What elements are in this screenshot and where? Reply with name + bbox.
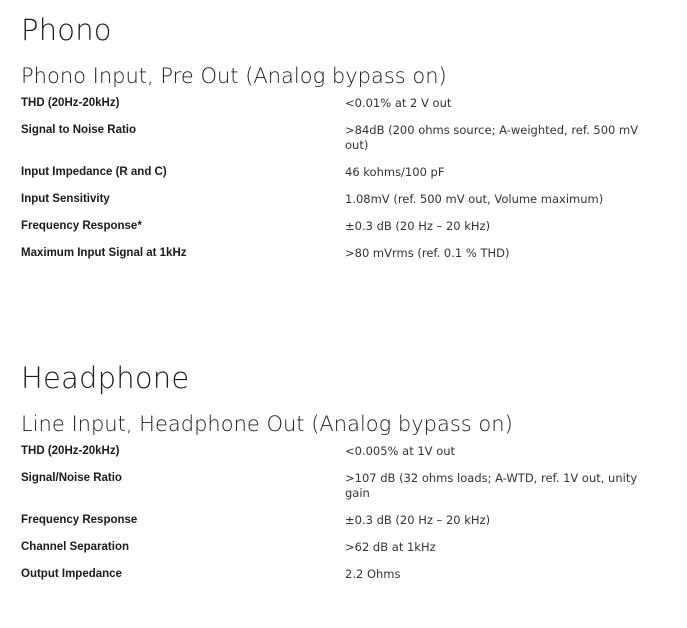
spec-value: >84dB (200 ohms source; A-weighted, ref. 500 mV out) [345,123,639,152]
spec-label: Input Sensitivity [21,193,110,205]
spec-label: Frequency Response* [21,220,142,232]
spec-value: ±0.3 dB (20 Hz – 20 kHz) [345,513,491,527]
spec-value: <0.005% at 1V out [345,444,456,458]
spec-row-input-impedance [21,165,671,180]
spec-value: 46 kohms/100 pF [345,165,445,179]
spec-label: Signal to Noise Ratio [21,124,137,136]
spec-label: Output Impedance [21,568,122,580]
spec-row-frequency-response [21,513,671,528]
phono-subtitle: Phono Input, Pre Out (Analog bypass on) [21,64,447,88]
spec-value: >80 mVrms (ref. 0.1 % THD) [345,246,510,260]
spec-row-input-sensitivity [21,192,671,207]
spec-label: Frequency Response [21,514,138,526]
headphone-section [21,358,671,594]
spec-label: Input Impedance (R and C) [21,166,167,178]
spec-row-max-input-signal [21,246,671,261]
headphone-subtitle: Line Input, Headphone Out (Analog bypass on) [21,412,513,436]
headphone-title: Headphone [21,361,190,395]
spec-value: <0.01% at 2 V out [345,96,452,110]
spec-label: THD (20Hz-20kHz) [21,97,120,109]
spec-label: Signal/Noise Ratio [21,472,122,484]
spec-label: THD (20Hz-20kHz) [21,445,120,457]
phono-section [21,10,671,273]
spec-label: Channel Separation [21,541,129,553]
spec-row-frequency-response [21,219,671,234]
phono-title: Phono [21,13,112,47]
spec-value: 2.2 Ohms [345,567,401,581]
spec-value: >107 dB (32 ohms loads; A-WTD, ref. 1V out, unity gain [345,471,638,500]
spec-value: ±0.3 dB (20 Hz – 20 kHz) [345,219,491,233]
spec-row-thd [21,96,671,111]
spec-row-thd [21,444,671,459]
spec-row-channel-separation [21,540,671,555]
spec-label: Maximum Input Signal at 1kHz [21,247,187,259]
spec-value: >62 dB at 1kHz [345,540,436,554]
spec-value: 1.08mV (ref. 500 mV out, Volume maximum) [345,192,604,206]
spec-row-snr [21,123,671,153]
headphone-spec-table [21,444,671,582]
phono-spec-table [21,96,671,261]
spec-row-output-impedance [21,567,671,582]
spec-row-snr [21,471,671,501]
